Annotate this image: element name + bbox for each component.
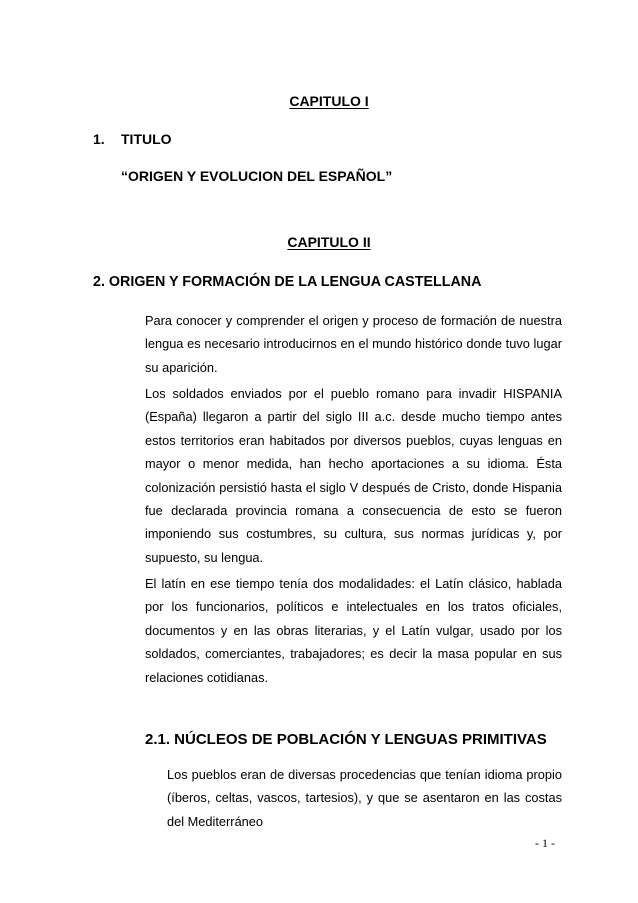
page-number: - 1 - <box>535 836 555 850</box>
paragraph-3: El latín en ese tiempo tenía dos modalidades: el Latín clásico, hablada por los funcionarios, políticos e intelectuales en los tratos oficiales, documentos y en las obras literarias, y el Latín vulgar, usado por los soldados, comerciantes, trabajadores; es decir la masa popular en sus relaciones cotidianas. <box>145 576 562 685</box>
chapter-1-heading: CAPITULO I <box>289 93 369 109</box>
chapter-2-heading: CAPITULO II <box>287 234 371 250</box>
section-1-number: 1. <box>93 131 105 147</box>
subsection-paragraph: Los pueblos eran de diversas procedencias que tenían idioma propio (íberos, celtas, vascos, tartesios), y que se asentaron en las costas del Mediterráneo <box>167 767 562 829</box>
section-1-title: TITULO <box>121 131 172 147</box>
paragraph-1: Para conocer y comprender el origen y proceso de formación de nuestra lengua es necesario introducirnos en el mundo histórico donde tuvo lugar su aparición. <box>145 313 562 375</box>
section-2-heading: 2. ORIGEN Y FORMACIÓN DE LA LENGUA CASTELLANA <box>93 274 482 290</box>
book-title: “ORIGEN Y EVOLUCION DEL ESPAÑOL” <box>121 168 393 184</box>
subsection-2-1-heading: 2.1. NÚCLEOS DE POBLACIÓN Y LENGUAS PRIMITIVAS <box>145 731 547 748</box>
paragraph-2: Los soldados enviados por el pueblo romano para invadir HISPANIA (España) llegaron a partir del siglo III a.c. desde mucho tiempo antes estos territorios eran habitados por diversos pueblos, cuyas lenguas en mayor o menor medida, han hecho aportaciones a su idioma. Ésta colonización persistió hasta el siglo V después de Cristo, donde Hispania fue declarada provincia romana a consecuencia de esto se fueron imponiendo sus costumbres, su cultura, sus normas jurídicas y, por supuesto, su lengua. <box>145 386 562 565</box>
